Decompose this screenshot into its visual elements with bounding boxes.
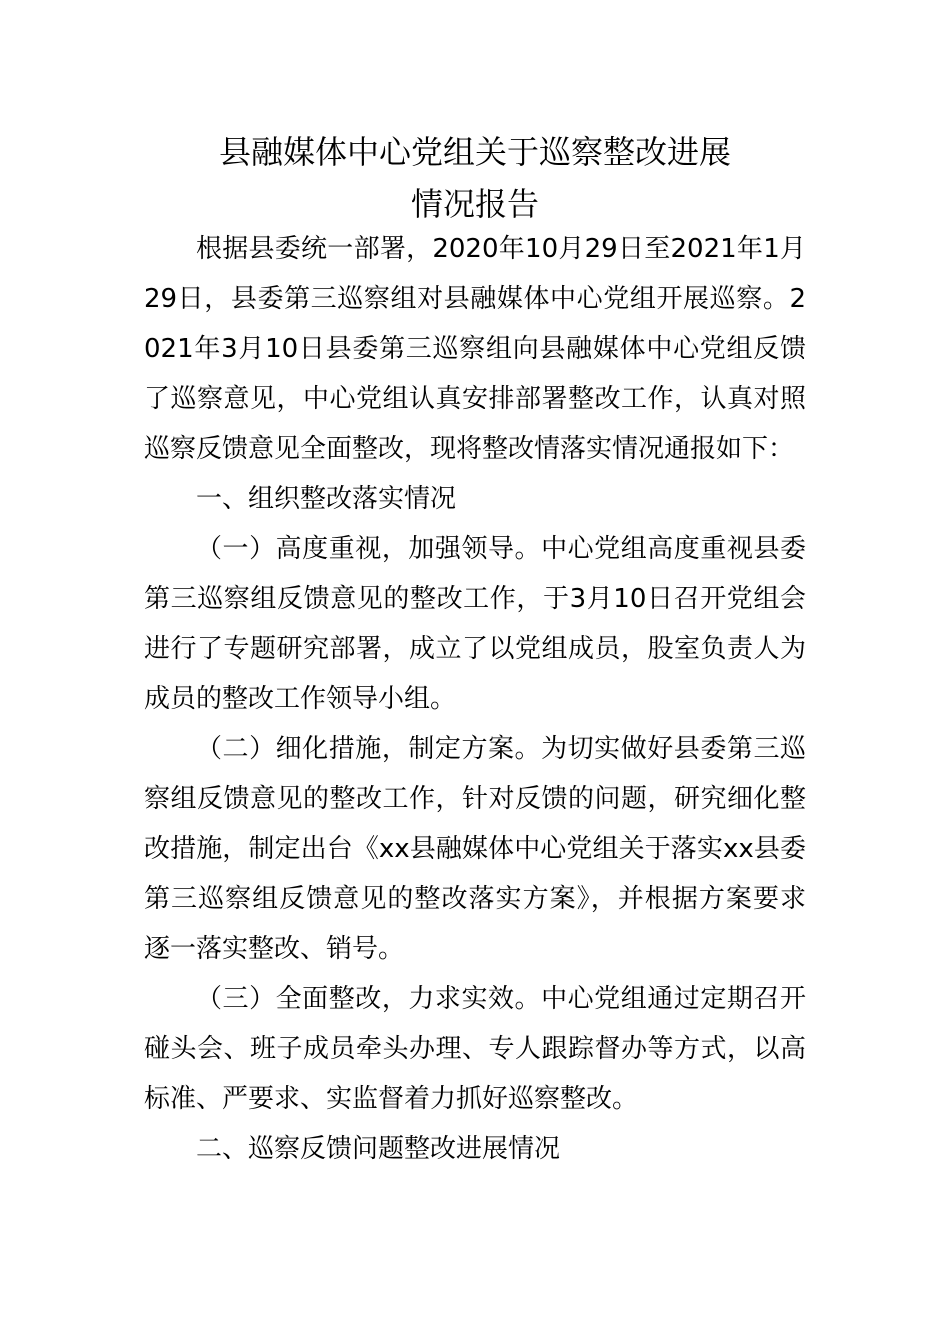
intro-paragraph: 根据县委统一部署，2020年10月29日至2021年1月29日，县委第三巡察组对县融媒体中心党组开展巡察。2021年3月10日县委第三巡察组向县融媒体中心党组反馈了巡察意见，中心党组认真安排部署整改工作，认真对照巡察反馈意见全面整改，现将整改情落实情况通报如下： [144,234,806,464]
section-heading-1: 一、组织整改落实情况 [196,484,457,514]
subsection-paragraph-3: （三）全面整改，力求实效。中心党组通过定期召开碰头会、班子成员牵头办理、专人跟踪督办等方式，以高标准、严要求、实监督着力抓好巡察整改。 [144,984,806,1114]
document-title-line-1: 县融媒体中心党组关于巡察整改进展 [218,133,731,171]
document-body [144,224,806,1174]
subsection-paragraph-1: （一）高度重视，加强领导。中心党组高度重视县委第三巡察组反馈意见的整改工作，于3月10日召开党组会进行了专题研究部署，成立了以党组成员，股室负责人为成员的整改工作领导小组。 [144,534,806,714]
document-title-line-2: 情况报告 [410,185,539,223]
subsection-paragraph-2: （二）细化措施，制定方案。为切实做好县委第三巡察组反馈意见的整改工作，针对反馈的问题，研究细化整改措施，制定出台《xx县融媒体中心党组关于落实xx县委第三巡察组反馈意见的整改落实方案》，并根据方案要求逐一落实整改、销号。 [144,734,806,964]
section-heading-2: 二、巡察反馈问题整改进展情况 [196,1134,561,1164]
